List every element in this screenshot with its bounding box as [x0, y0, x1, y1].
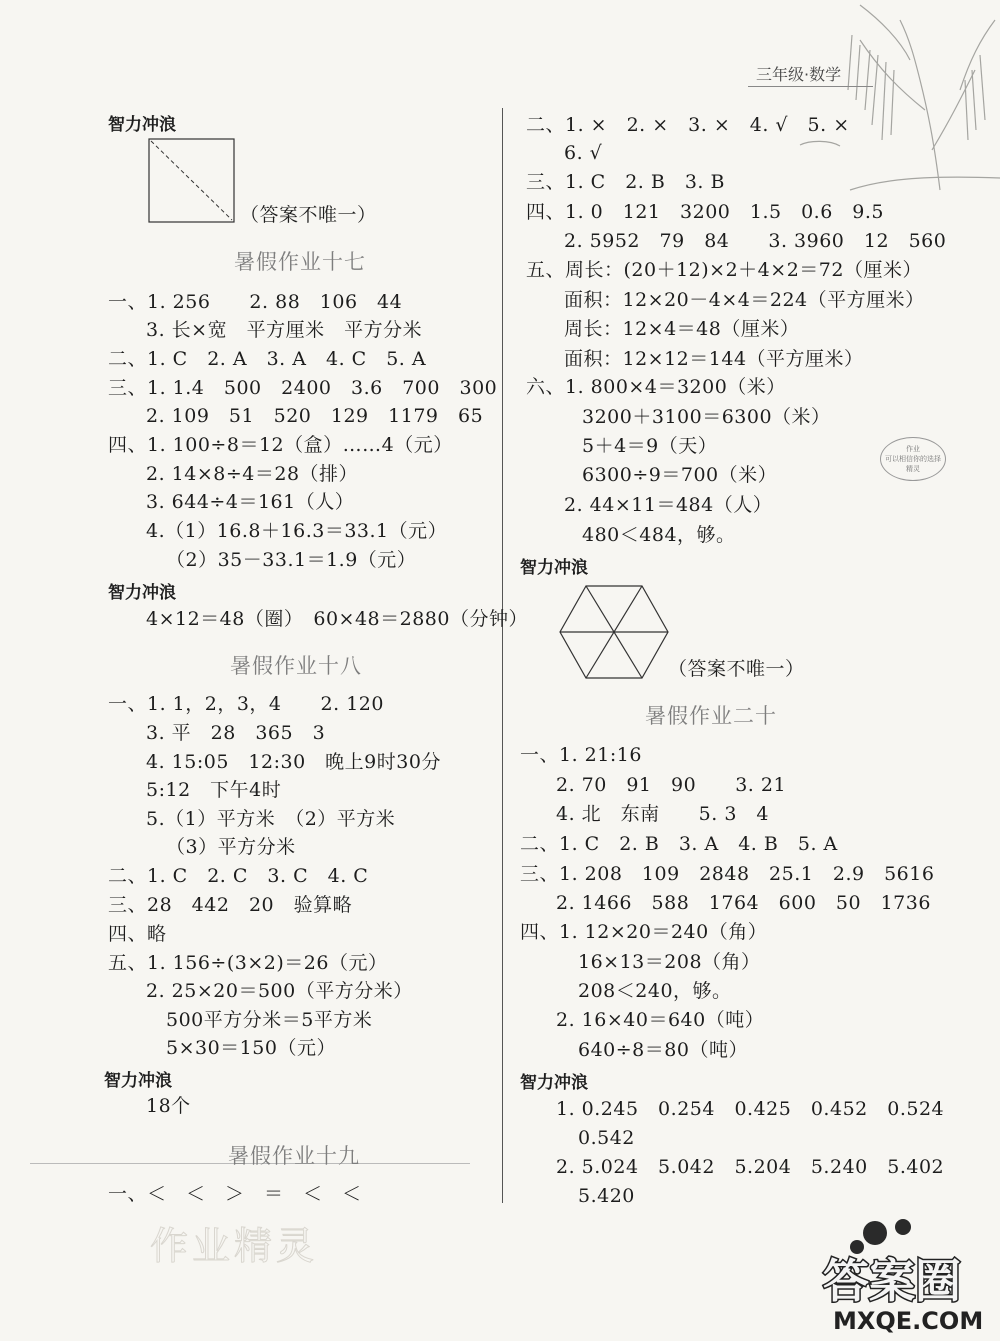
s18-zhili-heading: 智力冲浪 [104, 1071, 172, 1091]
s17-line-0: 一、1. 256 2. 88 106 44 [108, 291, 403, 313]
s18-line-1: 3. 平 28 365 3 [146, 722, 326, 744]
zhili-heading-top: 智力冲浪 [108, 115, 176, 135]
section-title-19: 暑假作业十九 [228, 1144, 360, 1168]
s17-line-2: 二、1. C 2. A 3. A 4. C 5. A [108, 348, 427, 370]
s19-line-0: 一、＜ ＜ ＞ ＝ ＜ ＜ [108, 1183, 362, 1205]
s17-line-9: （2）35－33.1＝1.9（元） [166, 549, 417, 571]
s20-line-4: 三、1. 208 109 2848 25.1 2.9 5616 [520, 863, 935, 885]
s20-line-0: 一、1. 21:16 [520, 744, 642, 766]
s17-line-7: 3. 644÷4＝161（人） [146, 491, 355, 513]
r-line-3: 四、1. 0 121 3200 1.5 0.6 9.5 [526, 201, 885, 223]
section-title-20: 暑假作业二十 [645, 704, 777, 728]
r-line-0: 二、1. × 2. × 3. × 4. √ 5. × [526, 114, 850, 136]
s20-line-7: 16×13＝208（角） [578, 951, 761, 973]
answer-note-left: （答案不唯一） [240, 204, 377, 226]
right-zhili-heading: 智力冲浪 [520, 558, 588, 578]
s17-line-1: 3. 长×宽 平方厘米 平方分米 [146, 319, 423, 341]
s20-zhili-line-1: 0.542 [578, 1127, 635, 1149]
s20-zhili-heading: 智力冲浪 [520, 1073, 588, 1093]
s18-line-7: 三、28 442 20 验算略 [108, 894, 353, 916]
s20-line-5: 2. 1466 588 1764 600 50 1736 [556, 892, 931, 914]
grade-subject-header: 三年级·数学 [756, 65, 842, 84]
r-line-9: 六、1. 800×4＝3200（米） [526, 376, 786, 398]
r-line-5: 五、周长：(20＋12)×2＋4×2＝72（厘米） [526, 259, 922, 281]
s18-line-6: 二、1. C 2. C 3. C 4. C [108, 865, 369, 887]
faint-watermark-text: 作业精灵 [150, 1224, 319, 1268]
s18-line-3: 5:12 下午4时 [146, 779, 282, 801]
watermark-logo [815, 1205, 995, 1335]
section-title-17: 暑假作业十七 [234, 250, 366, 274]
s17-line-3: 三、1. 1.4 500 2400 3.6 700 300 [108, 377, 498, 399]
s20-zhili-line-3: 5.420 [578, 1185, 635, 1207]
s20-zhili-line-0: 1. 0.245 0.254 0.425 0.452 0.524 [556, 1098, 945, 1120]
column-divider [502, 108, 503, 1203]
r-line-10: 3200＋3100＝6300（米） [582, 406, 831, 428]
stamp-mark: 作业 可以相信你的选择 精灵 [880, 437, 946, 481]
section-title-18: 暑假作业十八 [230, 654, 362, 678]
s20-line-6: 四、1. 12×20＝240（角） [520, 921, 768, 943]
s18-line-5: （3）平方分米 [166, 836, 296, 858]
s20-line-10: 640÷8＝80（吨） [578, 1039, 748, 1061]
s20-line-8: 208＜240，够。 [578, 980, 732, 1002]
s18-line-0: 一、1. 1，2，3，4 2. 120 [108, 693, 384, 715]
s17-line-8: 4.（1）16.8＋16.3＝33.1（元） [146, 520, 448, 542]
r-line-12: 6300÷9＝700（米） [582, 464, 778, 486]
s20-line-9: 2. 16×40＝640（吨） [556, 1009, 765, 1031]
s17-line-5: 四、1. 100÷8＝12（盒）……4（元） [108, 434, 453, 456]
s17-line-6: 2. 14×8÷4＝28（排） [146, 463, 359, 485]
header-rule [748, 86, 873, 87]
s18-line-12: 5×30＝150（元） [166, 1037, 336, 1059]
r-line-1: 6. √ [564, 142, 603, 164]
s18-line-4: 5.（1）平方米 （2）平方米 [146, 808, 396, 830]
s20-zhili-line-2: 2. 5.024 5.042 5.204 5.240 5.402 [556, 1156, 945, 1178]
s20-line-1: 2. 70 91 90 3. 21 [556, 774, 787, 796]
watermark-logo-text: 答案圈 [823, 1254, 961, 1308]
s18-line-11: 500平方分米＝5平方米 [166, 1009, 373, 1031]
s17-zhili-heading: 智力冲浪 [108, 583, 176, 603]
r-line-2: 三、1. C 2. B 3. B [526, 171, 725, 193]
square-diagram [148, 138, 236, 224]
r-line-4: 2. 5952 79 84 3. 3960 12 560 [564, 230, 947, 252]
s20-line-3: 二、1. C 2. B 3. A 4. B 5. A [520, 833, 838, 855]
r-line-11: 5＋4＝9（天） [582, 435, 718, 457]
r-line-8: 面积：12×12＝144（平方厘米） [564, 348, 864, 370]
watermark-site: MXQE.COM [833, 1307, 984, 1335]
s17-zhili-line: 4×12＝48（圈） 60×48＝2880（分钟） [146, 608, 528, 630]
s18-line-9: 五、1. 156÷(3×2)＝26（元） [108, 952, 388, 974]
answer-note-right: （答案不唯一） [668, 658, 805, 680]
hexagon-diagram [558, 584, 670, 680]
r-line-13: 2. 44×11＝484（人） [564, 494, 773, 516]
s17-line-4: 2. 109 51 520 129 1179 65 [146, 405, 484, 427]
s18-line-8: 四、略 [108, 923, 167, 945]
s20-line-2: 4. 北 东南 5. 3 4 [556, 803, 770, 825]
s18-line-2: 4. 15:05 12:30 晚上9时30分 [146, 751, 441, 773]
r-line-7: 周长：12×4＝48（厘米） [564, 318, 800, 340]
willow-tree-illustration [760, 0, 1000, 200]
r-line-6: 面积：12×20－4×4＝224（平方厘米） [564, 289, 925, 311]
s18-zhili-line: 18个 [146, 1095, 191, 1117]
s18-line-10: 2. 25×20＝500（平方分米） [146, 980, 413, 1002]
r-line-14: 480＜484，够。 [582, 524, 736, 546]
